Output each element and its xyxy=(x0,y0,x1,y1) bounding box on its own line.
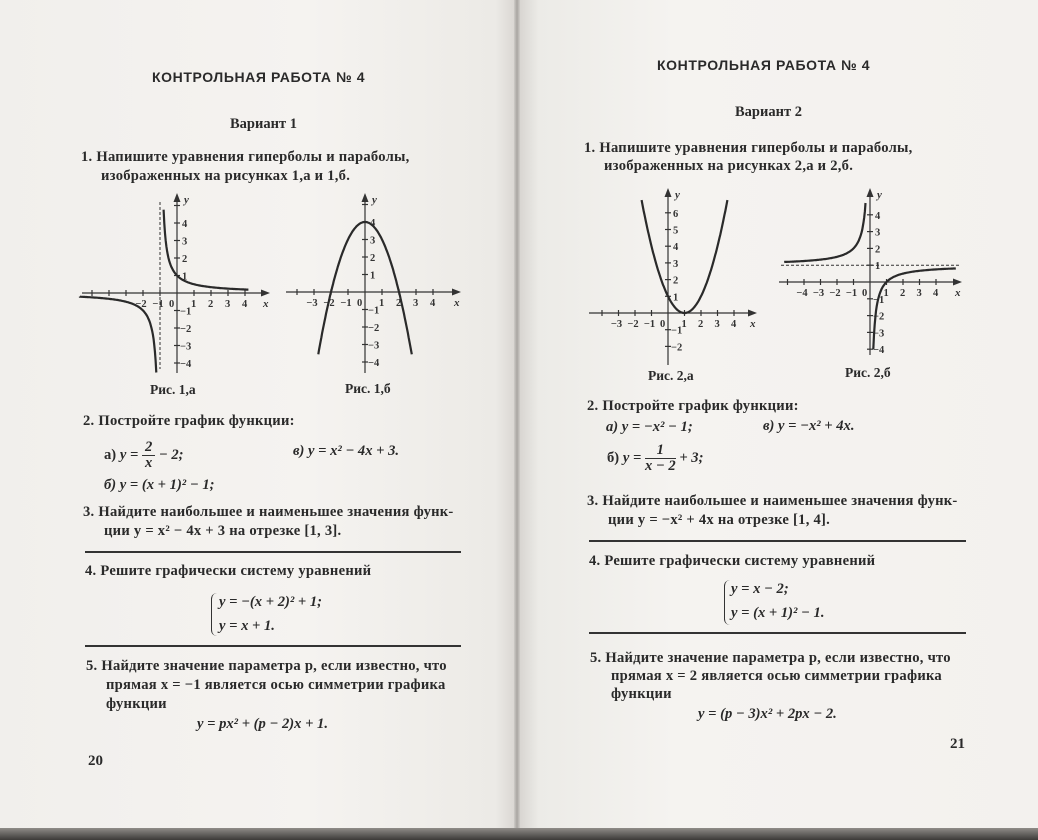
x-axis-arrow-icon xyxy=(452,289,461,296)
divider xyxy=(85,551,461,553)
y-tick-label: −4 xyxy=(180,359,192,370)
task-2-heading: 2. Постройте график функции: xyxy=(587,398,799,414)
divider xyxy=(589,632,966,634)
x-axis-label: x xyxy=(955,287,961,299)
function-curve xyxy=(164,210,249,290)
formula-part: y = xyxy=(119,446,139,463)
x-tick-label: −2 xyxy=(135,299,147,310)
y-tick-label: −3 xyxy=(368,340,380,352)
x-tick-label: 0 xyxy=(862,288,868,299)
y-tick-label: 4 xyxy=(182,219,188,230)
figure-caption: Рис. 1,б xyxy=(345,381,391,396)
y-tick-label: −1 xyxy=(873,294,885,306)
system-equation: y = −(x + 2)² + 1; xyxy=(219,594,323,610)
x-tick-label: −1 xyxy=(340,298,352,309)
x-tick-label: 1 xyxy=(883,288,889,299)
x-tick-label: −2 xyxy=(627,319,639,330)
task-2b xyxy=(607,443,703,474)
x-tick-label: −1 xyxy=(845,288,858,299)
x-tick-label: 3 xyxy=(714,319,720,330)
x-tick-label: 2 xyxy=(900,288,906,299)
task-5-line: функции xyxy=(106,696,167,712)
task-1-line: изображенных на рисунках 1,а и 1,б. xyxy=(101,168,351,184)
y-tick-label: −4 xyxy=(368,358,380,369)
y-tick-label: −3 xyxy=(873,328,885,340)
item-label: б) xyxy=(607,449,620,466)
system-equation: y = (x + 1)² − 1. xyxy=(731,605,825,621)
task-1-line: 1. Напишите уравнения гиперболы и параболы, xyxy=(81,149,410,165)
x-tick-label: 4 xyxy=(933,288,939,299)
task-5-line: 5. Найдите значение параметра p, если известно, что xyxy=(590,650,951,666)
x-axis-arrow-icon xyxy=(261,290,270,297)
task-5-line: прямая x = −1 является осью симметрии графика xyxy=(106,677,446,693)
y-axis-arrow-icon xyxy=(362,193,369,202)
task-1-line: изображенных на рисунках 2,а и 2,б. xyxy=(604,158,854,174)
task-5-formula: y = (p − 3)x² + 2px − 2. xyxy=(698,706,837,722)
page-number: 21 xyxy=(950,736,965,752)
y-axis-arrow-icon xyxy=(665,188,672,197)
task-3-line: 3. Найдите наибольшее и наименьшее значения функ- xyxy=(587,493,958,509)
task-2a: а) y = −x² − 1; xyxy=(606,419,693,435)
y-axis-label: y xyxy=(372,194,377,206)
system-equation: y = x − 2; xyxy=(731,581,789,597)
task-3-line: ции y = −x² + 4x на отрезке [1, 4]. xyxy=(608,512,831,528)
x-tick-label: −2 xyxy=(829,288,841,299)
figure-2b-hyperbola xyxy=(775,185,965,357)
y-tick-label: 4 xyxy=(370,218,376,229)
fraction xyxy=(645,443,676,474)
task-5-line: прямая x = 2 является осью симметрии графика xyxy=(611,668,942,684)
y-axis-label: y xyxy=(675,189,680,201)
x-tick-label: 4 xyxy=(242,299,248,310)
divider xyxy=(85,645,461,647)
y-axis-label: y xyxy=(184,194,189,206)
task-2a xyxy=(104,440,184,471)
function-curve xyxy=(873,268,956,349)
y-tick-label: 2 xyxy=(673,275,679,287)
x-tick-label: 1 xyxy=(681,319,687,330)
y-tick-label: 4 xyxy=(875,210,881,222)
x-tick-label: 4 xyxy=(430,298,436,309)
page-title: КОНТРОЛЬНАЯ РАБОТА № 4 xyxy=(657,57,871,73)
y-tick-label: 3 xyxy=(182,236,188,248)
fraction xyxy=(142,440,155,471)
task-2v: в) y = x² − 4x + 3. xyxy=(293,443,400,459)
y-tick-label: 6 xyxy=(673,208,679,220)
y-tick-label: −2 xyxy=(180,324,192,335)
x-tick-label: 4 xyxy=(731,319,737,330)
y-tick-label: −1 xyxy=(671,325,683,337)
figure-1a-hyperbola xyxy=(78,190,273,375)
numerator: 1 xyxy=(645,443,676,459)
book-gutter xyxy=(514,0,520,830)
y-tick-label: −1 xyxy=(368,305,380,317)
x-tick-label: 3 xyxy=(916,288,922,299)
formula-part: y = xyxy=(622,449,642,466)
x-axis-label: x xyxy=(454,297,460,309)
x-axis-arrow-icon xyxy=(748,310,757,317)
x-tick-label: 3 xyxy=(225,299,231,310)
y-tick-label: 3 xyxy=(673,258,679,270)
y-tick-label: −2 xyxy=(873,311,885,323)
y-tick-label: 2 xyxy=(875,244,881,256)
y-tick-label: 1 xyxy=(673,292,679,304)
system-equation: y = x + 1. xyxy=(219,618,275,634)
x-tick-label: −1 xyxy=(643,319,656,330)
x-tick-label: 3 xyxy=(413,298,419,309)
page-number: 20 xyxy=(88,753,103,769)
y-tick-label: 1 xyxy=(370,270,376,282)
x-tick-label: 0 xyxy=(357,298,363,309)
x-tick-label: 2 xyxy=(698,319,704,330)
numerator: 2 xyxy=(142,440,155,456)
x-axis-arrow-icon xyxy=(953,279,962,286)
task-2b: б) y = (x + 1)² − 1; xyxy=(104,477,215,493)
page-title: КОНТРОЛЬНАЯ РАБОТА № 4 xyxy=(152,69,366,85)
task-4-heading: 4. Решите графически систему уравнений xyxy=(589,553,876,569)
y-tick-label: 3 xyxy=(875,227,881,239)
y-tick-label: 2 xyxy=(182,254,188,265)
x-tick-label: −4 xyxy=(796,288,808,299)
y-tick-label: −2 xyxy=(368,323,380,334)
x-axis-label: x xyxy=(750,318,756,330)
task-5-line: 5. Найдите значение параметра p, если известно, что xyxy=(86,658,447,674)
y-tick-label: −4 xyxy=(873,345,885,357)
scan-edge xyxy=(0,828,1038,840)
denominator: x xyxy=(144,455,153,471)
item-label: а) xyxy=(104,446,117,463)
figure-caption: Рис. 1,а xyxy=(150,382,196,397)
task-4-heading: 4. Решите графически систему уравнений xyxy=(85,563,372,579)
denominator: x − 2 xyxy=(644,458,676,474)
y-axis-label: y xyxy=(877,189,882,201)
y-tick-label: −2 xyxy=(671,342,683,354)
divider xyxy=(589,540,966,542)
formula-part: − 2; xyxy=(158,446,184,463)
y-tick-label: 5 xyxy=(673,225,679,237)
y-axis-arrow-icon xyxy=(174,193,181,202)
x-tick-label: −3 xyxy=(812,288,825,299)
y-tick-label: 2 xyxy=(370,253,376,264)
x-tick-label: −1 xyxy=(152,299,164,310)
y-tick-label: −3 xyxy=(180,341,192,353)
y-tick-label: 4 xyxy=(673,242,679,254)
figure-caption: Рис. 2,б xyxy=(845,365,891,380)
x-tick-label: 1 xyxy=(379,298,385,309)
function-curve xyxy=(642,200,728,313)
figure-2a-parabola xyxy=(585,185,760,367)
x-tick-label: −3 xyxy=(306,298,318,309)
variant-heading: Вариант 1 xyxy=(230,116,297,132)
x-tick-label: −3 xyxy=(610,319,623,330)
y-tick-label: −1 xyxy=(180,306,192,318)
x-tick-label: 0 xyxy=(169,299,175,310)
task-2v: в) y = −x² + 4x. xyxy=(763,418,855,434)
task-3-line: 3. Найдите наибольшее и наименьшее значения функ- xyxy=(83,504,454,520)
function-curve xyxy=(784,203,865,262)
variant-heading: Вариант 2 xyxy=(735,104,802,120)
x-tick-label: 2 xyxy=(396,298,402,309)
x-tick-label: 0 xyxy=(660,319,666,330)
x-tick-label: 2 xyxy=(208,299,214,310)
task-2-heading: 2. Постройте график функции: xyxy=(83,413,295,429)
x-tick-label: −2 xyxy=(323,298,335,309)
task-5-formula: y = px² + (p − 2)x + 1. xyxy=(197,716,328,732)
formula-part: + 3; xyxy=(679,449,704,466)
y-tick-label: 1 xyxy=(182,271,188,283)
y-tick-label: 1 xyxy=(875,261,881,273)
x-axis-label: x xyxy=(263,298,269,310)
y-axis-arrow-icon xyxy=(867,188,874,197)
task-5-line: функции xyxy=(611,686,672,702)
y-tick-label: 3 xyxy=(370,235,376,247)
task-3-line: ции y = x² − 4x + 3 на отрезке [1, 3]. xyxy=(104,523,342,539)
figure-caption: Рис. 2,а xyxy=(648,368,694,383)
figure-1b-parabola xyxy=(282,190,464,375)
task-1-line: 1. Напишите уравнения гиперболы и параболы, xyxy=(584,140,913,156)
x-tick-label: 1 xyxy=(191,299,197,310)
